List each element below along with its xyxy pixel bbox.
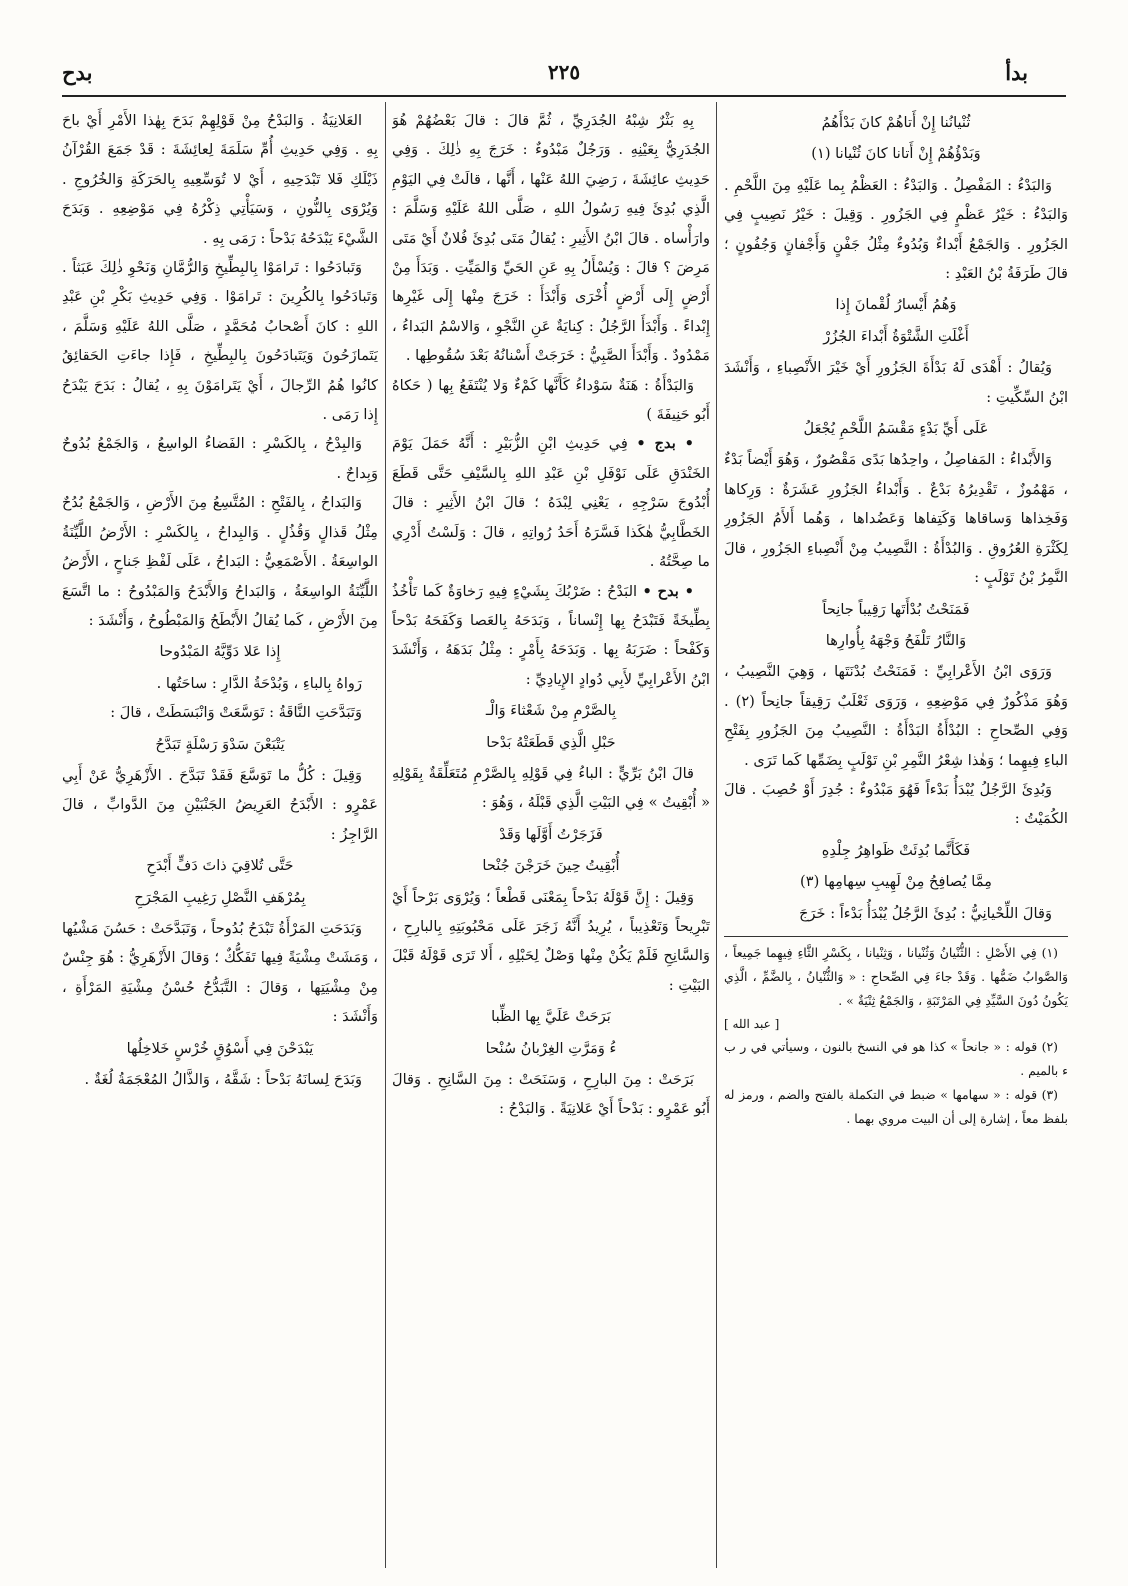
page-header [0, 60, 1128, 96]
verse-line: إِذا عَلا دَوِّيَّهُ المَبْدُوحا [159, 643, 281, 661]
paragraph: بَرَحَتْ : مِنَ البارِحِ ، وَسَنَحَتْ : مِنَ السَّانِحِ . وَقالَ أَبُو عَمْرٍو : بَدْحاً أَيْ عَلانِيَةً . وَالبَدْحُ : [392, 1071, 710, 1118]
paragraph: وَبُدِئَ الرَّجُلُ يُبْدَأُ بَدْءاً فَهُوَ مَبْدُوءٌ : جُدِرَ أَوْ حُصِبَ . قالَ الكُمَيْتُ : [724, 780, 1068, 828]
dictionary-entry [392, 577, 710, 695]
footnote: (١) فِي الأَصْلِ : الثُّنْيانُ وَثُنْيانا ، وَثِنْيانا ، بِكَسْرِ الثَّاءِ فِيهِما جَمِيعاً ، وَالصَّوابُ ضَمُّها . وَقَدْ جاءَ فِي الصِّحاحِ : « وَالثُّنْيانُ ، بِالضَّمِّ ، الَّذِي يَكُونُ دُونَ السَّيِّدِ فِي المَرْتَبَةِ ، وَالجَمْعُ ثِنْيَةٌ » . [724, 944, 1068, 1008]
footnote: (٢) قوله : « جانحاً » كذا هو في النسخ بالنون ، وسيأتي في ر ب ء بالميم . [724, 1038, 1068, 1078]
column-middle [392, 106, 710, 1570]
verse-line: وَهُمُ أَيْسارُ لُقْمانَ إِذا [835, 296, 957, 314]
verse-line: حَبْلِ الَّذِي قَطَعَتْهُ بَدْحا [486, 733, 616, 751]
verse-line: عَلَى أَيِّ بَدْءٍ مَقْسَمُ اللَّحْمِ يُجْعَلُ [803, 420, 989, 438]
footnote: (٣) قوله : « سهامها » ضبط في التكملة بالفتح والضم ، ورمز له بلفظ معاً ، إشارة إلى أن البيت مروي بهما . [724, 1086, 1068, 1126]
column-left [62, 106, 378, 1570]
entry-text: البَدْحُ : ضَرْبُكَ بِشَيْءٍ فِيهِ رَخاوَةٌ كَما تَأْخُذُ بِطِّيخَةً فَتَبْدَحُ بِها إِنْساناً ، وَبَدَحَهُ بِالعَصا وَكَفَحَهُ بَدْحاً وَكَفْحاً : ضَرَبَهُ بِها . وَبَدَحَهُ بِأَمْرٍ : مِثْلُ بَدَهَهُ ، وَأَنْشَدَ ابْنُ الأَعْرابِيِّ لأَبِي دُوادٍ الإِيادِيِّ : [392, 582, 710, 688]
paragraph: وَقِيلَ : كُلُّ ما تَوَسَّعَ فَقَدْ تَبَدَّحَ . الأَزْهَرِيُّ عَنْ أَبِي عَمْرٍو : الأَبْدَحُ العَرِيضُ الجَنْبَيْنِ مِنَ الدَّوابِّ ، قالَ الرَّاجِزُ : [62, 766, 378, 843]
header-root-right: بدأ [1005, 60, 1028, 85]
header-root-left: بدح [62, 60, 93, 85]
verse-line: بَرَحَتْ عَلَيَّ بِها الظِّبا [491, 1008, 611, 1026]
verse-line: فَكَأَنَّما بُدِئَتْ ظَواهِرُ جِلْدِهِ [821, 841, 971, 859]
header-rule [62, 95, 1066, 97]
verse-line: أُبْقِيتُ حِينَ خَرَجْنَ جُنْحا [482, 857, 620, 875]
paragraph: وَبَدَحَ لِسانَهُ بَدْحاً : شَقَّهُ ، وَالذَّالُ المُعْجَمَةُ لُغَةٌ . [84, 1071, 362, 1088]
paragraph: رَواهُ بِالباءِ ، وَبُدْحَةُ الدَّارِ : ساحَتُها . [156, 674, 362, 692]
dictionary-entry [392, 429, 710, 576]
verse-line: يَتْبَعْنَ سَدْوَ رَسْلَةٍ تَبَدَّحُ [155, 735, 285, 753]
verse-line: يَبْدَحْنَ فِي أَسْوُقٍ خُرْسٍ خَلاخِلُها [126, 1039, 314, 1057]
entry-text: فِي حَدِيثِ ابْنِ الزُّبَيْرِ : أَنَّهُ حَمَلَ يَوْمَ الخَنْدَقِ عَلَى نَوْفَلِ بْنِ عَبْدِ اللهِ بِالسَّيْفِ حَتَّى قَطَعَ أُبْدُوجَ سَرْجِهِ ، يَعْنِي لِبْدَهُ ؛ قالَ ابْنُ الأَثِيرِ : قالَ الخَطَّابِيُّ هٰكَذا فَسَّرَهُ أَحَدُ رُواتِهِ ، قالَ : وَلَسْتُ أَدْرِي ما صِحَّتُهُ . [392, 435, 710, 571]
paragraph: وَالبَدْءُ : المَفْصِلُ . وَالبَدْءُ : العَظْمُ بِما عَلَيْهِ مِنَ اللَّحْمِ . وَالبَدْءُ : خَيْرُ عَظْمٍ فِي الجَزُورِ . وَقِيلَ : خَيْرُ نَصِيبٍ فِي الجَزُورِ . وَالجَمْعُ أَبْداءٌ وَبُدُوءٌ مِثْلُ جَفْنٍ وَأَجْفانٍ وَجُفُونٍ ؛ قالَ طَرَفَةُ بْنُ العَبْدِ : [724, 176, 1068, 283]
column-divider [716, 102, 717, 1568]
footnote-separator [724, 936, 1068, 937]
verse-line: ثُنْيانُنا إِنْ أَتاهُمْ كانَ بَدْأَهُمُ [821, 114, 971, 131]
verse-line: أَغْلَتِ الشَّتْوَةُ أَبْداءَ الجُزُرْ [823, 327, 969, 345]
column-right [724, 106, 1068, 1570]
paragraph: وَالبَداحُ ، بِالفَتْحِ : المُتَّسِعُ مِنَ الأَرْضِ ، وَالجَمْعُ بُدُحٌ مِثْلُ قَذالٍ وَقُذُلٍ . وَالبِداحُ ، بِالكَسْرِ : الأَرْضُ اللَّيِّنَةُ الواسِعَةُ . الأَصْمَعِيُّ : البَداحُ ، عَلَى لَفْظِ جَناحٍ ، الأَرْضُ اللَّيِّنَةُ الواسِعَةُ ، وَالبَداحُ وَالأَبْدَحُ وَالمَبْدُوحُ : ما اتَّسَعَ مِنَ الأَرْضِ ، كَما يُقالُ الأَبْطَحُ وَالمَبْطُوحُ ، وَأَنْشَدَ : [62, 494, 378, 629]
paragraph: وَالأَبْداءُ : المَفاصِلُ ، واحِدُها بَدًى مَقْصُورٌ ، وَهُوَ أَيْضاً بَدْءٌ ، مَهْمُوزٌ ، تَقْدِيرُهُ بَدْعٌ . وَأَبْداءُ الجَزُورِ عَشَرَةٌ : وَرِكاها وَفَخِذاها وَساقاها وَكَتِفاها وَعَضُداها ، وَهُما أَلأَمُ الجَزُورِ لِكَثْرَةِ العُرُوقِ . وَالبُدْأَةُ : النَّصِيبُ مِنْ أَنْصِباءِ الجَزُورِ ، قالَ النَّمِرُ بْنُ تَوْلَبٍ : [724, 451, 1068, 587]
verse-line: فَمَنَحْتُ بُدْأَتَها رَقِيباً جانِحاً [822, 600, 970, 618]
verse-line: بِمُرْهَفِ النَّصْلِ رَغِيبِ المَجْرَحِ [134, 888, 306, 906]
column-divider [385, 102, 386, 1568]
paragraph: وَقالَ اللِّحْيانِيُّ : بُدِئَ الرَّجُلُ يُبْدَأُ بَدْءاً : خَرَجَ [799, 904, 1052, 922]
verse-line: بِالصَّرْمِ مِنْ شَعْثاءَ وَالْـ [485, 702, 617, 720]
paragraph: قالَ ابْنُ بَرِّيٍّ : الباءُ فِي قَوْلِهِ بِالصَّرْمِ مُتَعَلِّقَةٌ بِقَوْلِهِ « أُبْقِيتُ » فِي البَيْتِ الَّذِي قَبْلَهُ ، وَهُوَ : [392, 764, 710, 812]
verse-line: مِمَّا يُصافِحُ مِنْ لَهِيبِ سِهامِها (٣) [800, 873, 992, 891]
paragraph: بِهِ بَثْرٌ شِبْهُ الجُدَرِيِّ ، ثُمَّ قالَ : قالَ بَعْضُهُمْ هُوَ الجُدَرِيُّ بِعَيْنِهِ . وَرَجُلٌ مَبْدُوءٌ : خَرَجَ بِهِ ذٰلِكَ . وَفِي حَدِيثِ عائِشَةَ ، رَضِيَ اللهُ عَنْها ، أَنَّها ، قالَتْ فِي اليَوْمِ الَّذِي بُدِئَ فِيهِ رَسُولُ اللهِ ، صَلَّى اللهُ عَلَيْهِ وَسَلَّمَ : وارَأْساه . قالَ ابْنُ الأَثِيرِ : يُقالُ مَتَى بُدِئَ فُلانٌ أَيْ مَتَى مَرِضَ ؟ قالَ : وَيُسْأَلُ بِهِ عَنِ الحَيِّ وَالمَيِّتِ . وَبَدَأَ مِنْ أَرْضٍ إِلَى أَرْضٍ أُخْرَى وَأَبْدَأَ : خَرَجَ مِنْها إِلَى غَيْرِها إِبْداءً . وَأَبْدَأَ الرَّجُلُ : كِنايَةٌ عَنِ النَّجْوِ ، وَالاسْمُ البَداءُ ، مَمْدُودٌ . وَأَبْدَأَ الصَّبِيُّ : خَرَجَتْ أَسْنانُهُ بَعْدَ سُقُوطِها . [392, 112, 710, 365]
page-number: ٢٢٥ [547, 60, 581, 84]
verse-line: وَالنَّارُ تَلْفَحُ وَجْهَهُ بِأُوارِها [825, 631, 967, 649]
paragraph: وَقِيلَ : إِنَّ قَوْلَهُ بَدْحاً بِمَعْنَى قَطْعاً ؛ وَيُرْوَى بَرْحاً أَيْ تَبْرِيحاً وَتَعْذِيباً ، يُرِيدُ أَنَّهُ زَجَرَ عَلَى مَحْبُوبَتِهِ بِالبارِحِ ، وَالسَّانِحِ فَلَمْ يَكُنْ مِنْها وَصْلٌ لِحَبْلِهِ ، أَلا تَرَى قَوْلَهُ قَبْلَ البَيْتِ : [392, 888, 710, 994]
verse-line: فَزَجَرْتُ أَوَّلَها وَقَدْ [499, 825, 603, 843]
verse-line: ءُ وَمَرَّتِ الغِرْبانُ سُنْحا [485, 1039, 617, 1057]
verse-line: حَتَّى تُلاقِيَ ذاتَ دَفٍّ أَبْدَحِ [146, 857, 294, 875]
paragraph: وَالبَدْأَةُ : هَنَةٌ سَوْداءُ كَأَنَّها كَمْءٌ وَلا يُنْتَفَعُ بِها ( حَكاهُ أَبُو حَنِيفَةَ ) [392, 376, 710, 424]
paragraph: العَلانِيَةُ . وَالبَدْحُ مِنْ قَوْلِهِمْ بَدَحَ بِهٰذا الأَمْرِ أَيْ باحَ بِهِ . وَفِي حَدِيثِ أُمِّ سَلَمَةَ لِعائِشَةَ : قَدْ جَمَعَ القُرْآنُ ذَيْلَكِ فَلا تَبْدَحِيهِ ، أَيْ لا تُوَسِّعِيهِ بِالحَرَكَةِ وَالخُرُوجِ . وَيُرْوَى بِالنُّونِ ، وَسَيَأْتِي ذِكْرُهُ فِي مَوْضِعِهِ . وَبَدَحَ الشَّيْءَ يَبْدَحُهُ بَدْحاً : رَمَى بِهِ . [62, 112, 378, 247]
verse-line: وَبَدْؤُهُمْ إِنْ أَتانا كانَ ثُنْيانا (١) [811, 145, 981, 163]
paragraph: وَالبِدْحُ ، بِالكَسْرِ : الفَضاءُ الواسِعُ ، وَالجَمْعُ بُدُوحٌ وَبِداحٌ . [62, 435, 378, 482]
paragraph: وَرَوَى ابْنُ الأَعْرابِيِّ : فَمَنَحْتُ بُدْنَتَها ، وَهِيَ النَّصِيبُ ، وَهُوَ مَذْكُورٌ فِي مَوْضِعِهِ ، وَرَوَى ثَعْلَبٌ رَقِيقاً جانِحاً (٢) . وَفِي الصِّحاحِ : البُدْأَةُ البَدْأَةُ : النَّصِيبُ مِنَ الجَزُورِ بِفَتْحِ الباءِ فِيهِما ؛ وَهٰذا شِعْرُ النَّمِرِ بْنِ تَوْلَبٍ بِضَمِّها كَما تَرَى . [724, 663, 1068, 769]
entry-headword: • بدج • [636, 435, 694, 453]
entry-headword: • بدح • [642, 582, 694, 600]
paragraph: وَتَبَدَّحَتِ النَّاقَةُ : تَوَسَّعَتْ وَانْبَسَطَتْ ، قالَ : [110, 704, 362, 722]
paragraph: وَيُقالُ : أَهْدَى لَهُ بَدْأَةَ الجَزُورِ أَيْ خَيْرَ الأَنْصِباءِ ، وَأَنْشَدَ ابْنُ السِّكِّيتِ : [724, 359, 1068, 406]
footnote-signature: [ عبد الله ] [724, 1016, 780, 1031]
paragraph: وَتَبادَحُوا : تَرامَوْا بِالبِطِّيخِ وَالرُّمَّانِ وَنَحْوِ ذٰلِكَ عَبَثاً . وَتَبادَحُوا بِالكُرِينَ : تَرامَوْا . وَفِي حَدِيثِ بَكْرِ بْنِ عَبْدِ اللهِ : كانَ أَصْحابُ مُحَمَّدٍ ، صَلَّى اللهُ عَلَيْهِ وَسَلَّمَ ، يَتَمازَحُونَ وَيَتَبادَحُونَ بِالبِطِّيخِ ، فَإِذا جاءَتِ الحَقائِقُ كانُوا هُمُ الرِّجالَ ، أَيْ يَتَرامَوْنَ بِهِ ، يُقالُ : بَدَحَ يَبْدَحُ إِذا رَمَى . [62, 259, 378, 424]
paragraph: وَبَدَحَتِ المَرْأَةُ تَبْدَحُ بُدُوحاً ، وَتَبَدَّحَتْ : حَسُنَ مَشْيُها ، وَمَشَتْ مِشْيَةً فِيها تَفَكُّكٌ ؛ وَقالَ الأَزْهَرِيُّ : هُوَ جِنْسٌ مِنْ مِشْيَتِها ، وَقالَ : التَّبَدُّحُ حُسْنُ مِشْيَةِ المَرْأَةِ ، وَأَنْشَدَ : [62, 919, 378, 1026]
